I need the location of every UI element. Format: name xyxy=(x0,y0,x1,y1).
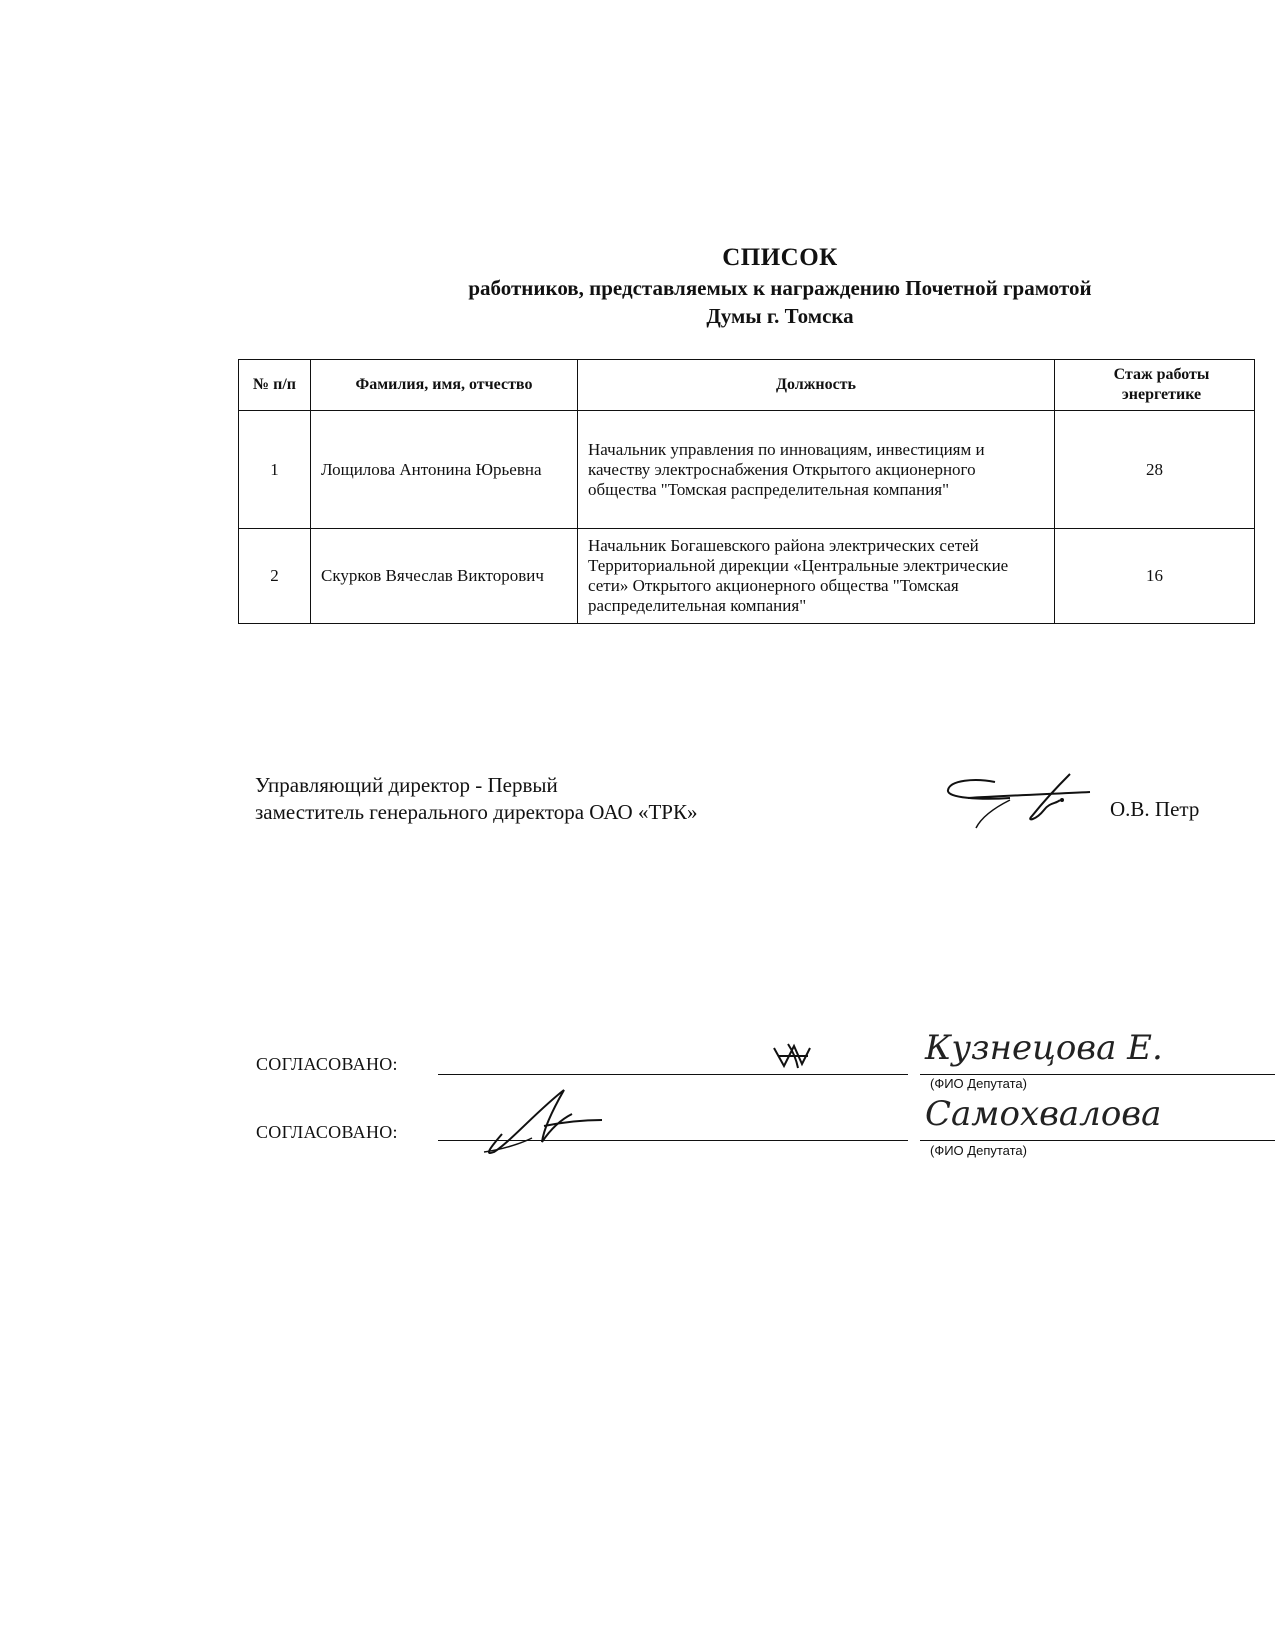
approval-label-1: СОГЛАСОВАНО: xyxy=(256,1054,398,1074)
approval-line-1 xyxy=(438,1074,908,1075)
row-years: 28 xyxy=(1055,411,1255,529)
approval-label-2: СОГЛАСОВАНО: xyxy=(256,1122,398,1142)
column-header-years xyxy=(1055,360,1255,411)
approval-initials-1 xyxy=(768,1040,818,1074)
document-subtitle-line1: работников, представляемых к награждению Почетной грамотой xyxy=(468,276,1092,300)
nominees-table xyxy=(238,359,1255,624)
column-header-position: Должность xyxy=(578,360,1055,411)
signatory-title-line1: Управляющий директор - Первый xyxy=(255,773,558,797)
signatory-name: О.В. Петр xyxy=(1110,797,1200,821)
column-header-years-line2: энергетике xyxy=(1121,386,1202,403)
document-subtitle-line2: Думы г. Томска xyxy=(706,304,854,328)
column-header-fio: Фамилия, имя, отчество xyxy=(311,360,578,411)
deputy-handwritten-name-1: Кузнецова Е. xyxy=(925,1028,1163,1068)
deputy-line-1 xyxy=(920,1074,1275,1075)
deputy-caption-2: (ФИО Депутата) xyxy=(930,1143,1027,1158)
row-num: 2 xyxy=(239,529,311,624)
document-title-block xyxy=(400,242,1160,330)
deputy-caption-1: (ФИО Депутата) xyxy=(930,1076,1027,1091)
row-position: Начальник управления по инновациям, инвестициям и качеству электроснабжения Открытого акционерного общества "Томская распределительная компания" xyxy=(578,411,1055,529)
signatory-title xyxy=(255,772,697,826)
row-position: Начальник Богашевского района электрических сетей Территориальной дирекции «Центральные электрические сети» Открытого акционерного общества "Томская распределительная компания" xyxy=(578,529,1055,624)
row-fio: Лощилова Антонина Юрьевна xyxy=(311,411,578,529)
column-header-num: № п/п xyxy=(239,360,311,411)
table-row xyxy=(239,529,1255,624)
table-row xyxy=(239,411,1255,529)
document-title: СПИСОК xyxy=(722,244,838,271)
row-fio: Скурков Вячеслав Викторович xyxy=(311,529,578,624)
deputy-handwritten-name-2: Самохвалова xyxy=(925,1094,1162,1134)
table-header-row xyxy=(239,360,1255,411)
row-years: 16 xyxy=(1055,529,1255,624)
signatory-title-line2: заместитель генерального директора ОАО «ТРК» xyxy=(255,800,698,824)
row-num: 1 xyxy=(239,411,311,529)
approval-signature-2 xyxy=(480,1086,610,1156)
director-signature xyxy=(940,770,1110,840)
column-header-years-line1: Стаж работы xyxy=(1113,366,1210,383)
deputy-line-2 xyxy=(920,1140,1275,1141)
